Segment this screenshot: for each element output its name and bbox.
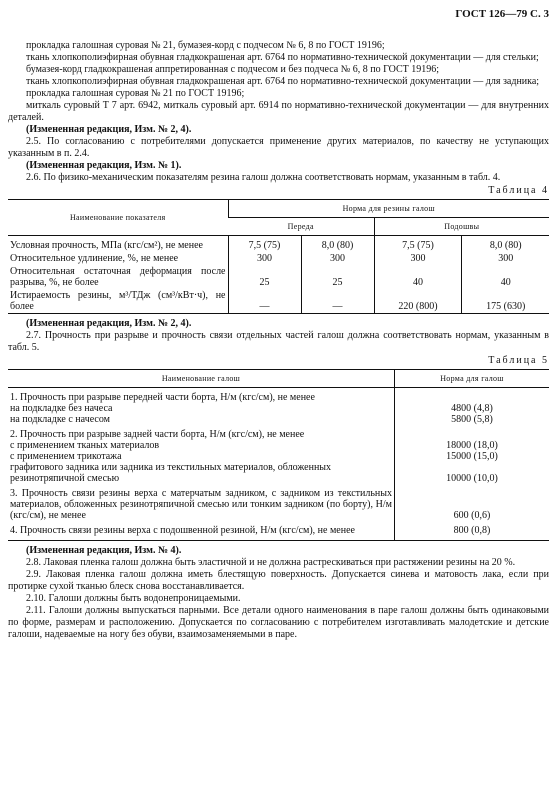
table-cell: 300 [228, 252, 301, 265]
paragraph: прокладка галошная суровая № 21 по ГОСТ 19196; [26, 88, 245, 99]
paragraph-2-9: 2.9. Лаковая пленка галош должна иметь блестящую поверхность. Допускается синева и матовость лака, если при протирке сухой тканью блеск снова восстанавливается. [8, 569, 549, 592]
paragraph: бумазея-корд гладкокрашеная аппретированная с подчесом и без подчеса № 6, 8 по ГОСТ 19196; [26, 64, 440, 75]
table-5-col-norm: Норма для галош [395, 370, 550, 388]
amendment-note: (Измененная редакция, Изм. № 2, 4). [26, 124, 192, 135]
paragraph: миткаль суровый Т 7 арт. 6942, миткаль суровый арт. 6914 по нормативно-технической документации — для внутренних деталей. [8, 100, 549, 123]
table-cell: 1. Прочность при разрыве передней части борта, Н/м (кгс/см), не менее [10, 392, 315, 403]
table-row [8, 429, 549, 440]
table-cell: 25 [228, 265, 301, 289]
table-row [8, 488, 549, 521]
table-5-col-name: Наименование галош [8, 370, 395, 388]
table-5 [8, 369, 549, 541]
table-row [8, 414, 549, 425]
table-cell: — [228, 289, 301, 314]
table-cell: Условная прочность, МПа (кгс/см²), не менее [10, 240, 203, 251]
table-4-caption: Таблица 4 [488, 185, 549, 196]
table-cell: 7,5 (75) [228, 236, 301, 253]
table-cell: 4800 (4,8) [395, 403, 550, 414]
table-cell: 40 [374, 265, 462, 289]
table-cell: 10000 (10,0) [395, 462, 550, 484]
table-cell: 220 (800) [374, 289, 462, 314]
table-4-col-norm: Норма для резины галош [228, 200, 549, 218]
table-cell: 40 [462, 265, 549, 289]
table-cell: графитового задника или задника из текстильных материалов, обложенных резинотряпичной смесью [10, 462, 332, 484]
paragraph-2-10: 2.10. Галоши должны быть водонепроницаемыми. [26, 593, 241, 604]
table-5-caption: Таблица 5 [488, 355, 549, 366]
table-cell: с применением трикотажа [10, 451, 122, 462]
table-cell: 4. Прочность связи резины верха с подошвенной резиной, Н/м (кгс/см), не менее [10, 525, 355, 536]
table-cell: 7,5 (75) [374, 236, 462, 253]
paragraph-2-5: 2.5. По согласованию с потребителями допускается применение других материалов, по качеству не уступающих указанным в п. 2.4. [8, 136, 549, 159]
table-cell: Истираемость резины, м³/ТДж (см³/кВт·ч), не более [10, 290, 226, 312]
table-cell: 175 (630) [462, 289, 549, 314]
table-4-col-name: Наименование показателя [8, 200, 228, 236]
table-cell: 800 (0,8) [395, 525, 550, 536]
table-cell: 5800 (5,8) [395, 414, 550, 425]
table-cell: 18000 (18,0) [395, 440, 550, 451]
paragraph-2-6: 2.6. По физико-механическим показателям резина галош должна соответствовать нормам, указанным в табл. 4. [26, 172, 501, 183]
table-row [8, 451, 549, 462]
table-row [8, 236, 549, 253]
table-row [8, 265, 549, 289]
table-row [8, 403, 549, 414]
paragraph: прокладка галошная суровая № 21, бумазея-корд с подчесом № 6, 8 по ГОСТ 19196; [26, 40, 385, 51]
table-cell: 8,0 (80) [462, 236, 549, 253]
amendment-note: (Измененная редакция, Изм. № 1). [26, 160, 182, 171]
table-cell: на подкладке без начеса [10, 403, 113, 414]
amendment-note: (Измененная редакция, Изм. № 2, 4). [26, 318, 192, 329]
table-cell: — [301, 289, 374, 314]
document-body [8, 40, 549, 641]
table-cell: Относительная остаточная деформация после разрыва, %, не более [10, 266, 226, 288]
table-cell: с применением тканых материалов [10, 440, 160, 451]
table-row [8, 289, 549, 314]
table-cell: 8,0 (80) [301, 236, 374, 253]
table-4-col-front: Передa [228, 218, 374, 236]
table-row [8, 252, 549, 265]
paragraph: ткань хлопкополиэфирная обувная гладкокрашеная арт. 6764 по нормативно-технической документации — для задника; [26, 76, 540, 87]
table-cell: Относительное удлинение, %, не менее [10, 253, 179, 264]
paragraph-2-7: 2.7. Прочность при разрыве и прочность связи отдельных частей галош должна соответствовать нормам, указанным в табл. 5. [8, 330, 549, 353]
table-row [8, 392, 549, 403]
page-header: ГОСТ 126—79 С. 3 [455, 8, 549, 20]
amendment-note: (Измененная редакция, Изм. № 4). [26, 545, 182, 556]
table-cell: 300 [301, 252, 374, 265]
table-cell: 2. Прочность при разрыве задней части борта, Н/м (кгс/см), не менее [10, 429, 305, 440]
table-cell: 25 [301, 265, 374, 289]
paragraph-2-11: 2.11. Галоши должны выпускаться парными. Все детали одного наименования в паре галош должны быть одинаковыми по форме, размерам и расположению. Допускается по согласованию с потребителем изготавливать малодетские и детские галоши, надеваемые на ногу без обуви, взаимозаменяемыми в паре. [8, 605, 549, 640]
table-4 [8, 199, 549, 314]
table-cell: на подкладке с начесом [10, 414, 110, 425]
paragraph: ткань хлопкополиэфирная обувная гладкокрашеная арт. 6764 по нормативно-технической документации — для стельки; [26, 52, 539, 63]
table-row [8, 525, 549, 536]
table-cell: 300 [462, 252, 549, 265]
table-cell: 600 (0,6) [395, 488, 550, 521]
paragraph-2-8: 2.8. Лаковая пленка галош должна быть эластичной и не должна растрескиваться при растяжении резины на 20 %. [26, 557, 516, 568]
table-row [8, 440, 549, 451]
table-4-col-soles: Подошвы [374, 218, 549, 236]
table-row [8, 462, 549, 484]
table-cell: 15000 (15,0) [395, 451, 550, 462]
table-cell: 3. Прочность связи резины верха с матерчатым задником, с задником из текстильных материалов, обложенных резинотряпичной смесью или тонким задником (по борту), Н/м (кгс/см), не менее [10, 488, 392, 521]
table-cell: 300 [374, 252, 462, 265]
